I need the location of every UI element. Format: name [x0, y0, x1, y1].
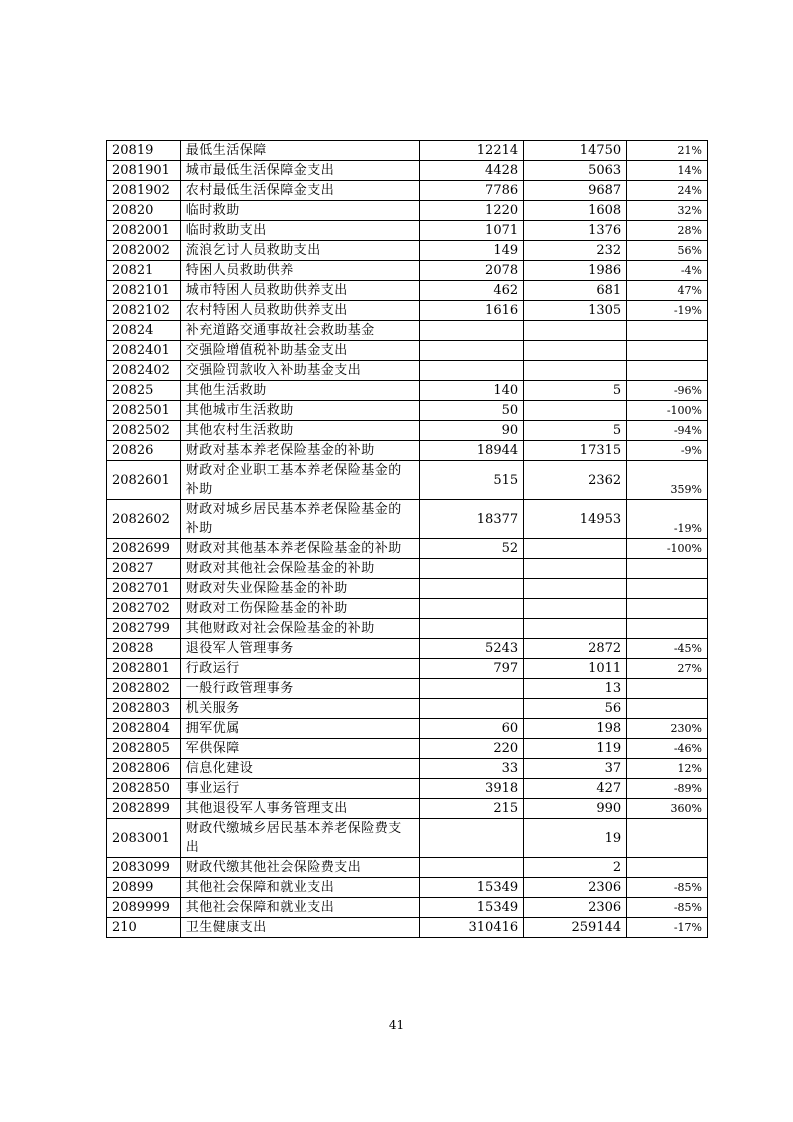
cell-value-prev: 140	[420, 381, 524, 401]
cell-value-prev	[420, 559, 524, 579]
cell-value-prev: 12214	[420, 141, 524, 161]
cell-value-prev: 149	[420, 241, 524, 261]
cell-value-prev: 3918	[420, 779, 524, 799]
cell-name: 临时救助支出	[180, 221, 419, 241]
cell-code: 2082001	[107, 221, 181, 241]
cell-code: 2082402	[107, 361, 181, 381]
cell-value-current: 14750	[524, 141, 627, 161]
cell-code: 2082899	[107, 799, 181, 819]
cell-value-prev: 60	[420, 719, 524, 739]
cell-change-percent: -89%	[627, 779, 708, 799]
table-row	[107, 241, 708, 261]
table-row	[107, 539, 708, 559]
cell-value-prev: 15349	[420, 878, 524, 898]
cell-value-prev: 1071	[420, 221, 524, 241]
table-row	[107, 898, 708, 918]
table-row	[107, 321, 708, 341]
cell-name: 卫生健康支出	[180, 918, 419, 938]
cell-change-percent: 32%	[627, 201, 708, 221]
cell-name: 流浪乞讨人员救助支出	[180, 241, 419, 261]
page-number: 41	[388, 1018, 405, 1032]
cell-code: 2082805	[107, 739, 181, 759]
cell-value-prev	[420, 321, 524, 341]
cell-value-current: 5	[524, 421, 627, 441]
cell-code: 2082602	[107, 500, 181, 539]
table-row	[107, 361, 708, 381]
cell-value-prev: 515	[420, 461, 524, 500]
cell-change-percent	[627, 341, 708, 361]
cell-change-percent: -9%	[627, 441, 708, 461]
cell-code: 2082802	[107, 679, 181, 699]
cell-value-prev: 1616	[420, 301, 524, 321]
cell-value-current: 2306	[524, 878, 627, 898]
cell-name: 交强险增值税补助基金支出	[180, 341, 419, 361]
cell-name: 退役军人管理事务	[180, 639, 419, 659]
cell-name: 其他财政对社会保险基金的补助	[180, 619, 419, 639]
cell-name: 一般行政管理事务	[180, 679, 419, 699]
cell-change-percent	[627, 679, 708, 699]
table-row	[107, 699, 708, 719]
table-row	[107, 341, 708, 361]
table-row	[107, 281, 708, 301]
cell-value-prev: 462	[420, 281, 524, 301]
cell-change-percent: -94%	[627, 421, 708, 441]
cell-code: 2082803	[107, 699, 181, 719]
cell-name: 城市最低生活保障金支出	[180, 161, 419, 181]
cell-change-percent	[627, 579, 708, 599]
cell-change-percent: 230%	[627, 719, 708, 739]
table-row	[107, 201, 708, 221]
cell-name: 补充道路交通事故社会救助基金	[180, 321, 419, 341]
cell-name: 其他农村生活救助	[180, 421, 419, 441]
cell-change-percent	[627, 819, 708, 858]
table-row	[107, 858, 708, 878]
cell-value-current: 2872	[524, 639, 627, 659]
cell-value-prev: 33	[420, 759, 524, 779]
cell-value-current: 19	[524, 819, 627, 858]
cell-value-prev: 18944	[420, 441, 524, 461]
cell-value-prev	[420, 579, 524, 599]
cell-code: 20825	[107, 381, 181, 401]
cell-value-prev	[420, 619, 524, 639]
table-row	[107, 799, 708, 819]
cell-change-percent: 359%	[627, 461, 708, 500]
cell-value-prev: 215	[420, 799, 524, 819]
cell-change-percent: 27%	[627, 659, 708, 679]
table-row	[107, 261, 708, 281]
cell-name: 其他生活救助	[180, 381, 419, 401]
cell-code: 2083001	[107, 819, 181, 858]
cell-value-current	[524, 401, 627, 421]
cell-change-percent	[627, 599, 708, 619]
table-row	[107, 739, 708, 759]
cell-value-prev	[420, 599, 524, 619]
cell-change-percent: 14%	[627, 161, 708, 181]
table-row	[107, 141, 708, 161]
cell-code: 20821	[107, 261, 181, 281]
cell-value-prev: 18377	[420, 500, 524, 539]
cell-name: 财政对城乡居民基本养老保险基金的补助	[180, 500, 419, 539]
cell-value-current: 1608	[524, 201, 627, 221]
cell-change-percent: -100%	[627, 539, 708, 559]
table-row	[107, 441, 708, 461]
cell-name: 财政对企业职工基本养老保险基金的补助	[180, 461, 419, 500]
cell-code: 2082804	[107, 719, 181, 739]
cell-name: 农村特困人员救助供养支出	[180, 301, 419, 321]
cell-value-current: 56	[524, 699, 627, 719]
cell-value-current: 5063	[524, 161, 627, 181]
table-row	[107, 639, 708, 659]
cell-code: 2082601	[107, 461, 181, 500]
cell-change-percent: -96%	[627, 381, 708, 401]
cell-name: 财政对基本养老保险基金的补助	[180, 441, 419, 461]
cell-value-current: 119	[524, 739, 627, 759]
cell-value-current: 17315	[524, 441, 627, 461]
cell-name: 军供保障	[180, 739, 419, 759]
cell-code: 20827	[107, 559, 181, 579]
cell-value-current: 427	[524, 779, 627, 799]
cell-name: 其他社会保障和就业支出	[180, 898, 419, 918]
cell-value-prev: 7786	[420, 181, 524, 201]
cell-value-prev: 52	[420, 539, 524, 559]
cell-change-percent	[627, 361, 708, 381]
cell-code: 2082502	[107, 421, 181, 441]
cell-code: 2082699	[107, 539, 181, 559]
table-row	[107, 759, 708, 779]
table-row	[107, 579, 708, 599]
cell-code: 20819	[107, 141, 181, 161]
cell-name: 拥军优属	[180, 719, 419, 739]
cell-value-prev: 797	[420, 659, 524, 679]
cell-value-current	[524, 361, 627, 381]
cell-code: 2082806	[107, 759, 181, 779]
cell-code: 2082101	[107, 281, 181, 301]
table-row	[107, 819, 708, 858]
cell-change-percent	[627, 559, 708, 579]
table-body	[107, 141, 708, 938]
cell-value-prev: 2078	[420, 261, 524, 281]
cell-value-prev: 90	[420, 421, 524, 441]
table-row	[107, 679, 708, 699]
cell-name: 最低生活保障	[180, 141, 419, 161]
table-row	[107, 659, 708, 679]
cell-code: 2082501	[107, 401, 181, 421]
cell-value-current: 2	[524, 858, 627, 878]
cell-change-percent	[627, 858, 708, 878]
cell-code: 20899	[107, 878, 181, 898]
cell-value-current: 2306	[524, 898, 627, 918]
table-row	[107, 619, 708, 639]
table-row	[107, 599, 708, 619]
cell-value-prev	[420, 679, 524, 699]
cell-value-current: 681	[524, 281, 627, 301]
cell-code: 2081902	[107, 181, 181, 201]
cell-code: 20820	[107, 201, 181, 221]
cell-value-current	[524, 341, 627, 361]
cell-value-current: 1986	[524, 261, 627, 281]
cell-code: 2082850	[107, 779, 181, 799]
table-row	[107, 301, 708, 321]
cell-value-current: 259144	[524, 918, 627, 938]
cell-value-current: 1011	[524, 659, 627, 679]
cell-name: 财政代缴城乡居民基本养老保险费支出	[180, 819, 419, 858]
cell-code: 2089999	[107, 898, 181, 918]
cell-name: 特困人员救助供养	[180, 261, 419, 281]
cell-value-current	[524, 599, 627, 619]
cell-value-prev: 5243	[420, 639, 524, 659]
cell-name: 其他退役军人事务管理支出	[180, 799, 419, 819]
cell-name: 机关服务	[180, 699, 419, 719]
cell-name: 交强险罚款收入补助基金支出	[180, 361, 419, 381]
table-row	[107, 181, 708, 201]
cell-value-current: 14953	[524, 500, 627, 539]
table-row	[107, 559, 708, 579]
cell-value-current	[524, 619, 627, 639]
cell-change-percent: -85%	[627, 878, 708, 898]
cell-value-current: 13	[524, 679, 627, 699]
cell-value-current	[524, 559, 627, 579]
cell-change-percent: -4%	[627, 261, 708, 281]
cell-code: 2082102	[107, 301, 181, 321]
cell-code: 20828	[107, 639, 181, 659]
cell-name: 临时救助	[180, 201, 419, 221]
table-row	[107, 878, 708, 898]
cell-change-percent	[627, 619, 708, 639]
cell-value-current: 37	[524, 759, 627, 779]
cell-value-current: 2362	[524, 461, 627, 500]
cell-name: 财政对工伤保险基金的补助	[180, 599, 419, 619]
cell-name: 农村最低生活保障金支出	[180, 181, 419, 201]
cell-value-prev	[420, 341, 524, 361]
cell-code: 2081901	[107, 161, 181, 181]
cell-value-current: 9687	[524, 181, 627, 201]
table-row	[107, 779, 708, 799]
cell-name: 财政对其他社会保险基金的补助	[180, 559, 419, 579]
cell-value-prev	[420, 858, 524, 878]
cell-value-current: 1376	[524, 221, 627, 241]
cell-value-prev: 220	[420, 739, 524, 759]
cell-change-percent: -19%	[627, 301, 708, 321]
cell-change-percent: -19%	[627, 500, 708, 539]
cell-change-percent: 24%	[627, 181, 708, 201]
cell-value-current	[524, 539, 627, 559]
table-row	[107, 461, 708, 500]
cell-change-percent: -100%	[627, 401, 708, 421]
cell-code: 2082799	[107, 619, 181, 639]
cell-code: 20826	[107, 441, 181, 461]
table-row	[107, 381, 708, 401]
cell-change-percent: 56%	[627, 241, 708, 261]
cell-value-prev: 1220	[420, 201, 524, 221]
cell-name: 城市特困人员救助供养支出	[180, 281, 419, 301]
cell-name: 事业运行	[180, 779, 419, 799]
cell-value-current: 5	[524, 381, 627, 401]
table-row	[107, 421, 708, 441]
cell-value-prev: 50	[420, 401, 524, 421]
table-row	[107, 401, 708, 421]
cell-value-prev: 310416	[420, 918, 524, 938]
cell-value-prev	[420, 699, 524, 719]
cell-change-percent: 28%	[627, 221, 708, 241]
cell-value-current: 1305	[524, 301, 627, 321]
cell-value-prev: 15349	[420, 898, 524, 918]
cell-name: 行政运行	[180, 659, 419, 679]
cell-change-percent: -46%	[627, 739, 708, 759]
cell-value-prev: 4428	[420, 161, 524, 181]
cell-value-current	[524, 579, 627, 599]
cell-change-percent: -45%	[627, 639, 708, 659]
table-row	[107, 918, 708, 938]
cell-value-current: 198	[524, 719, 627, 739]
cell-value-current	[524, 321, 627, 341]
cell-change-percent: -85%	[627, 898, 708, 918]
cell-change-percent: 47%	[627, 281, 708, 301]
cell-code: 2082401	[107, 341, 181, 361]
cell-code: 210	[107, 918, 181, 938]
cell-change-percent	[627, 699, 708, 719]
cell-code: 2082801	[107, 659, 181, 679]
table-row	[107, 500, 708, 539]
table-row	[107, 221, 708, 241]
cell-code: 20824	[107, 321, 181, 341]
cell-name: 其他社会保障和就业支出	[180, 878, 419, 898]
cell-value-prev	[420, 361, 524, 381]
cell-value-current: 990	[524, 799, 627, 819]
table-row	[107, 719, 708, 739]
table-row	[107, 161, 708, 181]
cell-code: 2083099	[107, 858, 181, 878]
budget-table	[106, 140, 708, 938]
cell-name: 财政代缴其他社会保险费支出	[180, 858, 419, 878]
cell-change-percent: 360%	[627, 799, 708, 819]
cell-name: 财政对失业保险基金的补助	[180, 579, 419, 599]
cell-value-current: 232	[524, 241, 627, 261]
cell-change-percent: 12%	[627, 759, 708, 779]
cell-name: 财政对其他基本养老保险基金的补助	[180, 539, 419, 559]
cell-change-percent: 21%	[627, 141, 708, 161]
cell-code: 2082701	[107, 579, 181, 599]
cell-code: 2082002	[107, 241, 181, 261]
cell-code: 2082702	[107, 599, 181, 619]
cell-change-percent: -17%	[627, 918, 708, 938]
cell-name: 其他城市生活救助	[180, 401, 419, 421]
cell-change-percent	[627, 321, 708, 341]
cell-name: 信息化建设	[180, 759, 419, 779]
cell-value-prev	[420, 819, 524, 858]
